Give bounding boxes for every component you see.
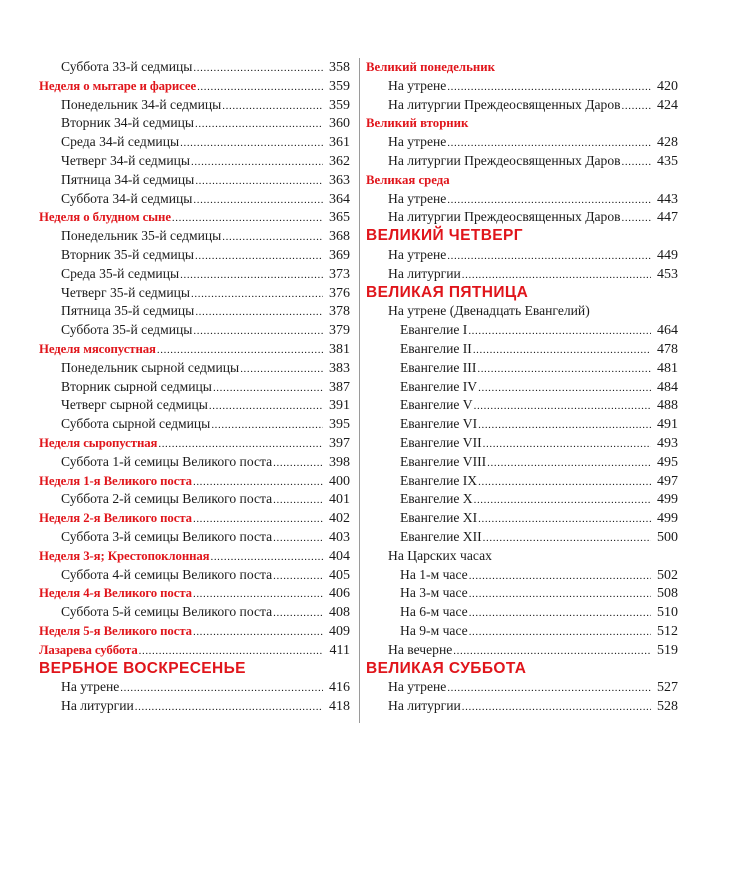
toc-entry-title: На утрене <box>388 134 447 150</box>
dot-leader <box>469 585 651 604</box>
dot-leader <box>469 623 651 642</box>
toc-page-number: 510 <box>657 605 678 621</box>
dot-leader <box>195 303 323 322</box>
toc-entry[interactable] <box>366 490 678 509</box>
toc-page-number: 403 <box>329 529 350 545</box>
dot-leader <box>139 642 323 661</box>
toc-entry-highlighted[interactable] <box>39 584 350 603</box>
toc-entry[interactable] <box>366 359 678 378</box>
toc-section-heading: ВЕЛИКИЙ ЧЕТВЕРГ <box>366 227 523 245</box>
toc-left-column <box>39 58 350 716</box>
toc-entry[interactable] <box>366 340 678 359</box>
toc-entry-title: Евангелие IV <box>400 378 478 394</box>
toc-page-number: 398 <box>329 454 350 470</box>
dot-leader <box>211 416 323 435</box>
toc-page-number: 405 <box>329 567 350 583</box>
toc-entry[interactable] <box>39 152 350 171</box>
toc-entry-title: Суббота 34-й седмицы <box>61 190 193 206</box>
dot-leader <box>453 642 651 661</box>
dot-leader <box>273 529 323 548</box>
toc-page-number: 435 <box>657 153 678 169</box>
toc-entry-title: Евангелие XII <box>400 528 482 544</box>
toc-entry[interactable] <box>39 678 350 697</box>
toc-right-column <box>366 58 678 716</box>
dot-leader <box>447 679 651 698</box>
dot-leader <box>180 134 323 153</box>
toc-page-number: 443 <box>657 191 678 207</box>
toc-entry[interactable] <box>366 415 678 434</box>
toc-page-number: 519 <box>657 642 678 658</box>
toc-entry-title: На утрене <box>388 190 447 206</box>
dot-leader <box>273 491 323 510</box>
dot-leader <box>473 341 651 360</box>
toc-page-number: 402 <box>329 511 350 527</box>
dot-leader <box>478 510 651 529</box>
toc-page-number: 376 <box>329 285 350 301</box>
toc-page-number: 362 <box>329 153 350 169</box>
toc-entry[interactable] <box>366 77 678 96</box>
dot-leader <box>447 78 651 97</box>
toc-entry-title: Среда 34-й седмицы <box>61 134 180 150</box>
dot-leader <box>195 247 323 266</box>
toc-entry-title: На литургии <box>388 265 461 281</box>
dot-leader <box>195 115 323 134</box>
toc-entry-title: На литургии <box>388 698 461 714</box>
toc-entry-title: Неделя о блудном сыне <box>39 210 171 225</box>
toc-entry-title: Евангелие II <box>400 340 472 356</box>
toc-entry[interactable] <box>366 321 678 340</box>
toc-entry[interactable] <box>39 190 350 209</box>
toc-page-number: 395 <box>329 417 350 433</box>
toc-page-number: 401 <box>329 492 350 508</box>
toc-entry-title: Неделя 1-я Великого поста <box>39 473 192 488</box>
toc-entry-title: На 1-м часе <box>400 566 468 582</box>
dot-leader <box>193 473 323 492</box>
toc-entry-title: Пятница 34-й седмицы <box>61 171 195 187</box>
toc-entry-title: Неделя 4-я Великого поста <box>39 586 192 601</box>
toc-page-number: 497 <box>657 473 678 489</box>
dot-leader <box>209 397 323 416</box>
toc-page-number: 464 <box>657 323 678 339</box>
toc-entry-title: Понедельник 34-й седмицы <box>61 96 222 112</box>
toc-entry-title: Суббота 35-й седмицы <box>61 322 193 338</box>
toc-page-number: 512 <box>657 623 678 639</box>
dot-leader <box>447 247 651 266</box>
dot-leader <box>193 191 323 210</box>
toc-page-number: 481 <box>657 360 678 376</box>
toc-page-number: 488 <box>657 398 678 414</box>
toc-section-heading: Великая среда <box>366 172 450 187</box>
toc-entry-title: Евангелие VII <box>400 434 482 450</box>
toc-entry-title: Неделя сыропустная <box>39 435 158 450</box>
dot-leader <box>222 228 323 247</box>
toc-entry[interactable] <box>39 566 350 585</box>
toc-page-number: 368 <box>329 229 350 245</box>
dot-leader <box>469 604 651 623</box>
dot-leader <box>622 153 651 172</box>
toc-entry-title: Евангелие III <box>400 359 477 375</box>
toc-entry[interactable] <box>39 302 350 321</box>
dot-leader <box>193 585 323 604</box>
toc-entry[interactable] <box>39 490 350 509</box>
toc-entry[interactable] <box>366 697 678 716</box>
toc-page-number: 406 <box>329 586 350 602</box>
dot-leader <box>193 510 323 529</box>
toc-entry[interactable] <box>39 284 350 303</box>
toc-entry[interactable] <box>366 396 678 415</box>
toc-entry[interactable] <box>39 603 350 622</box>
toc-entry-highlighted[interactable] <box>39 77 350 96</box>
toc-entry[interactable] <box>39 58 350 77</box>
dot-leader <box>213 379 323 398</box>
toc-entry-title: Суббота сырной седмицы <box>61 416 211 432</box>
toc-entry-title: Вторник сырной седмицы <box>61 378 212 394</box>
dot-leader <box>222 97 323 116</box>
dot-leader <box>462 698 651 717</box>
toc-entry-title: Неделя 2-я Великого поста <box>39 511 192 526</box>
toc-entry[interactable] <box>366 566 678 585</box>
toc-entry-title: Неделя мясопустная <box>39 341 156 356</box>
dot-leader <box>469 567 651 586</box>
toc-page-number: 397 <box>329 435 350 451</box>
toc-page-number: 387 <box>329 379 350 395</box>
toc-page-number: 484 <box>657 379 678 395</box>
dot-leader <box>477 360 651 379</box>
toc-entry-title: Евангелие I <box>400 322 468 338</box>
dot-leader <box>622 209 651 228</box>
dot-leader <box>273 454 323 473</box>
toc-entry[interactable] <box>366 528 678 547</box>
toc-page-number: 359 <box>329 78 350 94</box>
toc-page-number: 373 <box>329 266 350 282</box>
toc-section-heading: ВЕРБНОЕ ВОСКРЕСЕНЬЕ <box>39 659 246 677</box>
toc-page-number: 379 <box>329 323 350 339</box>
toc-entry-title: На вечерне <box>388 641 453 657</box>
dot-leader <box>158 435 323 454</box>
toc-entry[interactable] <box>366 246 678 265</box>
dot-leader <box>120 679 323 698</box>
dot-leader <box>210 548 323 567</box>
toc-page-number: 369 <box>329 247 350 263</box>
toc-entry-title: Лазарева суббота <box>39 642 138 657</box>
toc-entry-highlighted[interactable] <box>39 434 350 453</box>
dot-leader <box>622 97 651 116</box>
column-divider <box>359 58 360 723</box>
toc-entry[interactable] <box>39 227 350 246</box>
toc-entry-title: На 3-м часе <box>400 585 468 601</box>
toc-page-number: 500 <box>657 529 678 545</box>
toc-entry[interactable] <box>366 96 678 115</box>
toc-entry-title: Евангелие X <box>400 491 473 507</box>
toc-subheading: На Царских часах <box>388 547 492 563</box>
toc-entry[interactable] <box>39 359 350 378</box>
toc-entry-title: Вторник 34-й седмицы <box>61 115 195 131</box>
toc-page-number: 408 <box>329 605 350 621</box>
toc-entry[interactable] <box>366 453 678 472</box>
dot-leader <box>157 341 323 360</box>
toc-entry-highlighted[interactable] <box>39 208 350 227</box>
toc-page-number: 358 <box>329 60 350 75</box>
dot-leader <box>462 266 651 285</box>
dot-leader <box>447 134 651 153</box>
toc-page-number: 424 <box>657 97 678 113</box>
toc-entry[interactable] <box>39 528 350 547</box>
toc-entry-title: На литургии Преждеосвященных Даров <box>388 152 621 168</box>
toc-entry[interactable] <box>366 678 678 697</box>
toc-entry[interactable] <box>39 133 350 152</box>
dot-leader <box>193 322 323 341</box>
dot-leader <box>478 416 651 435</box>
toc-entry-title: На 9-м часе <box>400 622 468 638</box>
toc-page-number: 453 <box>657 266 678 282</box>
dot-leader <box>195 172 323 191</box>
toc-page-number: 361 <box>329 135 350 151</box>
toc-entry[interactable] <box>39 265 350 284</box>
toc-entry-title: Четверг 34-й седмицы <box>61 152 191 168</box>
dot-leader <box>273 604 323 623</box>
toc-entry-title: На литургии Преждеосвященных Даров <box>388 96 621 112</box>
toc-page-number: 391 <box>329 398 350 414</box>
toc-page-number: 508 <box>657 586 678 602</box>
toc-entry-title: На утрене <box>388 77 447 93</box>
toc-entry-title: Вторник 35-й седмицы <box>61 246 195 262</box>
toc-entry-title: Суббота 3-й семицы Великого поста <box>61 528 273 544</box>
toc-entry[interactable] <box>366 378 678 397</box>
dot-leader <box>135 698 323 717</box>
toc-entry-title: На литургии <box>61 698 134 714</box>
toc-entry-title: Понедельник сырной седмицы <box>61 359 240 375</box>
toc-page-number: 363 <box>329 172 350 188</box>
toc-page-number: 528 <box>657 699 678 715</box>
toc-entry-title: На утрене <box>388 246 447 262</box>
toc-entry-title: Суббота 33-й седмицы <box>61 59 193 74</box>
toc-page-number: 381 <box>329 341 350 357</box>
toc-entry-title: На литургии Преждеосвященных Даров <box>388 209 621 225</box>
toc-entry[interactable] <box>366 434 678 453</box>
toc-entry-title: Четверг 35-й седмицы <box>61 284 191 300</box>
toc-page-number: 493 <box>657 435 678 451</box>
toc-entry[interactable] <box>366 133 678 152</box>
dot-leader <box>273 567 323 586</box>
toc-page-number: 447 <box>657 210 678 226</box>
toc-entry[interactable] <box>366 152 678 171</box>
toc-entry[interactable] <box>39 114 350 133</box>
dot-leader <box>474 397 651 416</box>
toc-entry-title: Суббота 2-й семицы Великого поста <box>61 491 273 507</box>
toc-entry-title: Суббота 1-й семицы Великого поста <box>61 453 273 469</box>
toc-page-number: 411 <box>329 642 350 658</box>
toc-page-number: 383 <box>329 360 350 376</box>
toc-page-number: 365 <box>329 210 350 226</box>
dot-leader <box>180 266 323 285</box>
toc-entry-highlighted[interactable] <box>39 547 350 566</box>
toc-entry-title: На утрене <box>61 679 120 695</box>
toc-entry[interactable] <box>366 265 678 284</box>
dot-leader <box>478 473 651 492</box>
dot-leader <box>483 435 651 454</box>
toc-entry-title: Суббота 5-й семицы Великого поста <box>61 604 273 620</box>
toc-subheading: На утрене (Двенадцать Евангелий) <box>388 303 590 319</box>
toc-entry[interactable] <box>366 472 678 491</box>
dot-leader <box>193 623 323 642</box>
toc-entry[interactable] <box>366 509 678 528</box>
toc-page-number: 499 <box>657 492 678 508</box>
toc-page-number: 478 <box>657 341 678 357</box>
toc-entry[interactable] <box>39 171 350 190</box>
dot-leader <box>487 454 651 473</box>
toc-entry-title: Евангелие VIII <box>400 453 487 469</box>
toc-page-number: 378 <box>329 304 350 320</box>
dot-leader <box>191 285 323 304</box>
toc-entry-title: Евангелие V <box>400 397 473 413</box>
toc-entry[interactable] <box>39 378 350 397</box>
toc-section-heading: Великий вторник <box>366 116 469 131</box>
toc-section-heading: Великий понедельник <box>366 60 495 74</box>
toc-entry-title: Евангелие IX <box>400 472 478 488</box>
toc-entry-title: Евангелие XI <box>400 510 478 526</box>
toc-page-number: 420 <box>657 78 678 94</box>
toc-page-number: 502 <box>657 567 678 583</box>
toc-entry[interactable] <box>366 622 678 641</box>
toc-page-number: 428 <box>657 135 678 151</box>
toc-page-number: 400 <box>329 473 350 489</box>
toc-entry-title: Неделя 5-я Великого поста <box>39 623 192 638</box>
toc-page-number: 404 <box>329 548 350 564</box>
toc-page-number: 409 <box>329 623 350 639</box>
toc-entry-title: Суббота 4-й семицы Великого поста <box>61 566 273 582</box>
toc-page-number: 491 <box>657 417 678 433</box>
toc-entry-title: Неделя о мытаре и фарисее <box>39 78 197 93</box>
toc-page-number: 495 <box>657 454 678 470</box>
toc-entry[interactable] <box>366 584 678 603</box>
dot-leader <box>468 322 651 341</box>
dot-leader <box>240 360 323 379</box>
toc-section-heading: ВЕЛИКАЯ ПЯТНИЦА <box>366 283 529 301</box>
toc-section-heading: ВЕЛИКАЯ СУББОТА <box>366 659 527 677</box>
toc-entry-title: Четверг сырной седмицы <box>61 397 208 413</box>
toc-page-number: 364 <box>329 191 350 207</box>
toc-entry[interactable] <box>39 246 350 265</box>
dot-leader <box>191 153 323 172</box>
toc-entry-title: На утрене <box>388 679 447 695</box>
toc-entry-highlighted[interactable] <box>39 509 350 528</box>
toc-entry[interactable] <box>39 697 350 716</box>
toc-entry[interactable] <box>39 96 350 115</box>
dot-leader <box>478 379 651 398</box>
toc-entry-title: Евангелие VI <box>400 416 478 432</box>
toc-entry-highlighted[interactable] <box>39 622 350 641</box>
toc-entry-title: На 6-м часе <box>400 604 468 620</box>
dot-leader <box>197 78 323 97</box>
toc-entry[interactable] <box>39 453 350 472</box>
toc-entry-title: Понедельник 35-й седмицы <box>61 228 222 244</box>
toc-entry-title: Пятница 35-й седмицы <box>61 303 195 319</box>
toc-page-number: 527 <box>657 680 678 696</box>
toc-entry[interactable] <box>366 190 678 209</box>
dot-leader <box>172 209 323 228</box>
toc-page-number: 449 <box>657 247 678 263</box>
toc-entry-title: Среда 35-й седмицы <box>61 265 180 281</box>
toc-page-number: 360 <box>329 116 350 132</box>
toc-page-number: 416 <box>329 680 350 696</box>
toc-entry[interactable] <box>39 415 350 434</box>
toc-entry[interactable] <box>39 321 350 340</box>
toc-entry-title: Неделя 3-я; Крестопоклонная <box>39 548 210 563</box>
toc-page-number: 359 <box>329 97 350 113</box>
toc-entry[interactable] <box>39 396 350 415</box>
toc-entry[interactable] <box>366 641 678 660</box>
toc-entry[interactable] <box>366 603 678 622</box>
toc-entry-highlighted[interactable] <box>39 641 350 660</box>
toc-page-number: 499 <box>657 511 678 527</box>
toc-entry[interactable] <box>366 208 678 227</box>
toc-page-number: 418 <box>329 699 350 715</box>
toc-entry-highlighted[interactable] <box>39 340 350 359</box>
dot-leader <box>474 491 651 510</box>
dot-leader <box>447 191 651 210</box>
dot-leader <box>193 59 323 78</box>
dot-leader <box>483 529 651 548</box>
toc-entry-highlighted[interactable] <box>39 472 350 491</box>
